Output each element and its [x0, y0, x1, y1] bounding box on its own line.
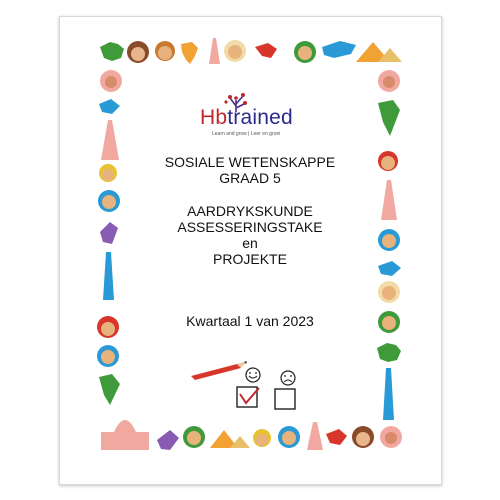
- europe-map-icon: [378, 261, 401, 276]
- pyramids-icon: [210, 430, 250, 448]
- face-girl-icon: [278, 426, 300, 448]
- africa-map-icon: [181, 42, 198, 64]
- subject-line-2: GRAAD 5: [219, 170, 281, 186]
- face-girl-icon: [378, 70, 400, 92]
- australia-map-icon: [377, 343, 401, 362]
- face-boy-icon: [294, 41, 316, 63]
- eiffel-tower-icon: [307, 422, 323, 450]
- face-boy-icon: [98, 190, 120, 212]
- statue-of-liberty-icon: [103, 252, 114, 300]
- face-boy-icon: [97, 345, 119, 367]
- face-boy-icon: [378, 229, 400, 251]
- logo-prefix: Hb: [200, 106, 228, 129]
- face-girl-icon: [127, 41, 149, 63]
- world-map-icon: [326, 429, 347, 445]
- south-america-map-icon: [378, 100, 400, 136]
- empty-box-icon: [275, 389, 295, 409]
- face-girl-icon: [97, 316, 119, 338]
- europe-map-icon: [322, 41, 356, 58]
- world-map-icon: [255, 43, 277, 58]
- face-boy-icon: [224, 40, 246, 62]
- sad-face-icon: [281, 371, 295, 385]
- face-boy-icon: [378, 311, 400, 333]
- face-boy-icon: [183, 426, 205, 448]
- face-girl-icon: [380, 426, 402, 448]
- eiffel-tower-icon: [209, 38, 220, 64]
- face-boy-icon: [99, 164, 117, 182]
- pyramids-icon: [356, 42, 402, 62]
- checked-box-icon: [237, 387, 259, 407]
- logo-tagline: Learn and grow | Leer en groei: [212, 131, 281, 137]
- kangaroo-icon: [157, 430, 179, 450]
- logo-suffix: trained: [227, 106, 293, 129]
- title-line-1: AARDRYKSKUNDE: [187, 203, 313, 219]
- face-girl-icon: [378, 151, 398, 171]
- term-label: Kwartaal 1 van 2023: [186, 313, 314, 329]
- face-girl-icon: [100, 70, 122, 92]
- face-girl-icon: [352, 426, 374, 448]
- title-line-4: PROJEKTE: [213, 251, 287, 267]
- eiffel-tower-icon: [381, 180, 397, 220]
- australia-map-icon: [100, 42, 124, 61]
- europe-map-icon: [99, 99, 120, 114]
- happy-face-icon: [246, 368, 260, 382]
- face-boy-icon: [155, 41, 175, 61]
- title-line-3: en: [242, 235, 258, 251]
- feedback-checkboxes: [233, 367, 303, 417]
- kangaroo-icon: [100, 222, 118, 244]
- logo-wordmark: [200, 106, 293, 130]
- eiffel-tower-icon: [101, 120, 119, 160]
- south-america-map-icon: [99, 374, 120, 405]
- statue-of-liberty-icon: [383, 368, 394, 420]
- taj-mahal-icon: [101, 420, 149, 450]
- face-boy-icon: [378, 281, 400, 303]
- face-boy-icon: [253, 429, 271, 447]
- subject-line-1: SOSIALE WETENSKAPPE: [164, 154, 336, 170]
- title-line-2: ASSESSERINGSTAKE: [177, 219, 323, 235]
